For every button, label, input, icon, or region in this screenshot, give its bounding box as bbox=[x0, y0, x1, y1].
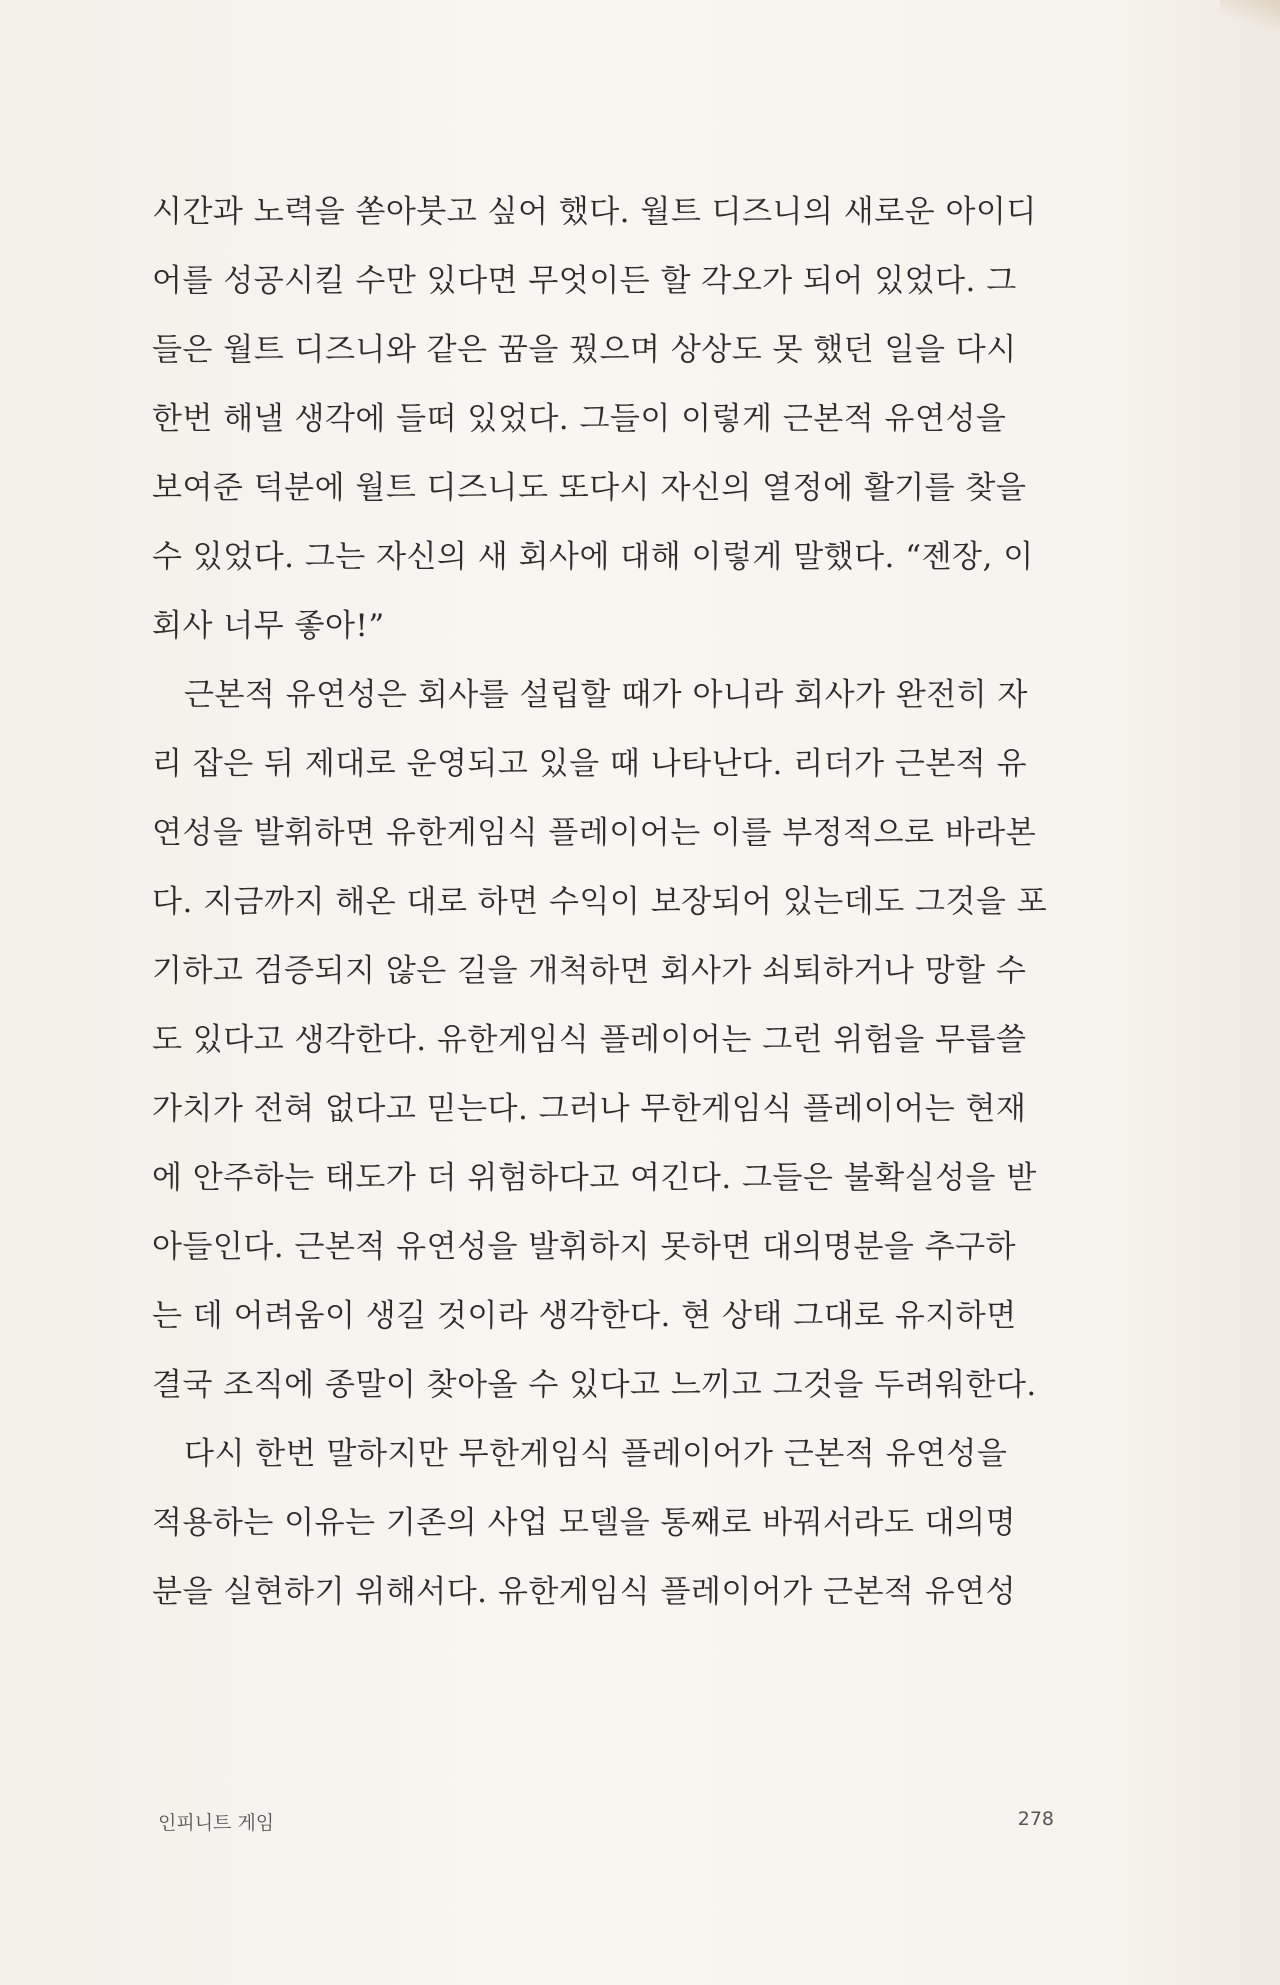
text-line: 어를 성공시킬 수만 있다면 무엇이든 할 각오가 되어 있었다. 그 bbox=[152, 263, 1017, 299]
text-line: 한번 해낼 생각에 들떠 있었다. 그들이 이렇게 근본적 유연성을 bbox=[152, 401, 1007, 437]
text-line: 보여준 덕분에 월트 디즈니도 또다시 자신의 열정에 활기를 찾을 bbox=[152, 470, 1027, 506]
page-corner-shadow bbox=[1220, 0, 1280, 30]
text-line: 도 있다고 생각한다. 유한게임식 플레이어는 그런 위험을 무릅쓸 bbox=[152, 1022, 1027, 1058]
text-line: 수 있었다. 그는 자신의 새 회사에 대해 이렇게 말했다. “젠장, 이 bbox=[152, 539, 1034, 575]
text-line: 회사 너무 좋아!” bbox=[152, 608, 385, 644]
text-line: 시간과 노력을 쏟아붓고 싶어 했다. 월트 디즈니의 새로운 아이디 bbox=[152, 194, 1037, 230]
page-number: 278 bbox=[1017, 1808, 1054, 1830]
text-line: 적용하는 이유는 기존의 사업 모델을 통째로 바꿔서라도 대의명 bbox=[152, 1505, 1017, 1541]
text-line: 결국 조직에 종말이 찾아올 수 있다고 느끼고 그것을 두려워한다. bbox=[152, 1367, 1037, 1403]
paragraph-first-line: 다시 한번 말하지만 무한게임식 플레이어가 근본적 유연성을 bbox=[184, 1436, 1008, 1472]
body-text bbox=[152, 178, 1052, 1627]
text-line: 아들인다. 근본적 유연성을 발휘하지 못하면 대의명분을 추구하 bbox=[152, 1229, 1017, 1265]
text-line: 다. 지금까지 해온 대로 하면 수익이 보장되어 있는데도 그것을 포 bbox=[152, 884, 1048, 920]
text-line: 리 잡은 뒤 제대로 운영되고 있을 때 나타난다. 리더가 근본적 유 bbox=[152, 746, 1028, 782]
text-line: 연성을 발휘하면 유한게임식 플레이어는 이를 부정적으로 바라본 bbox=[152, 815, 1037, 851]
text-line: 기하고 검증되지 않은 길을 개척하면 회사가 쇠퇴하거나 망할 수 bbox=[152, 953, 1027, 989]
running-title: 인피니트 게임 bbox=[158, 1812, 275, 1834]
text-line: 들은 월트 디즈니와 같은 꿈을 꿨으며 상상도 못 했던 일을 다시 bbox=[152, 332, 1017, 368]
paragraph-first-line: 근본적 유연성은 회사를 설립할 때가 아니라 회사가 완전히 자 bbox=[184, 677, 1028, 713]
text-line: 는 데 어려움이 생길 것이라 생각한다. 현 상태 그대로 유지하면 bbox=[152, 1298, 1017, 1334]
text-line: 에 안주하는 태도가 더 위험하다고 여긴다. 그들은 불확실성을 받 bbox=[152, 1160, 1037, 1196]
text-line: 분을 실현하기 위해서다. 유한게임식 플레이어가 근본적 유연성 bbox=[152, 1574, 1017, 1610]
text-line: 가치가 전혀 없다고 믿는다. 그러나 무한게임식 플레이어는 현재 bbox=[152, 1091, 1027, 1127]
page-footer bbox=[158, 1808, 1054, 1836]
